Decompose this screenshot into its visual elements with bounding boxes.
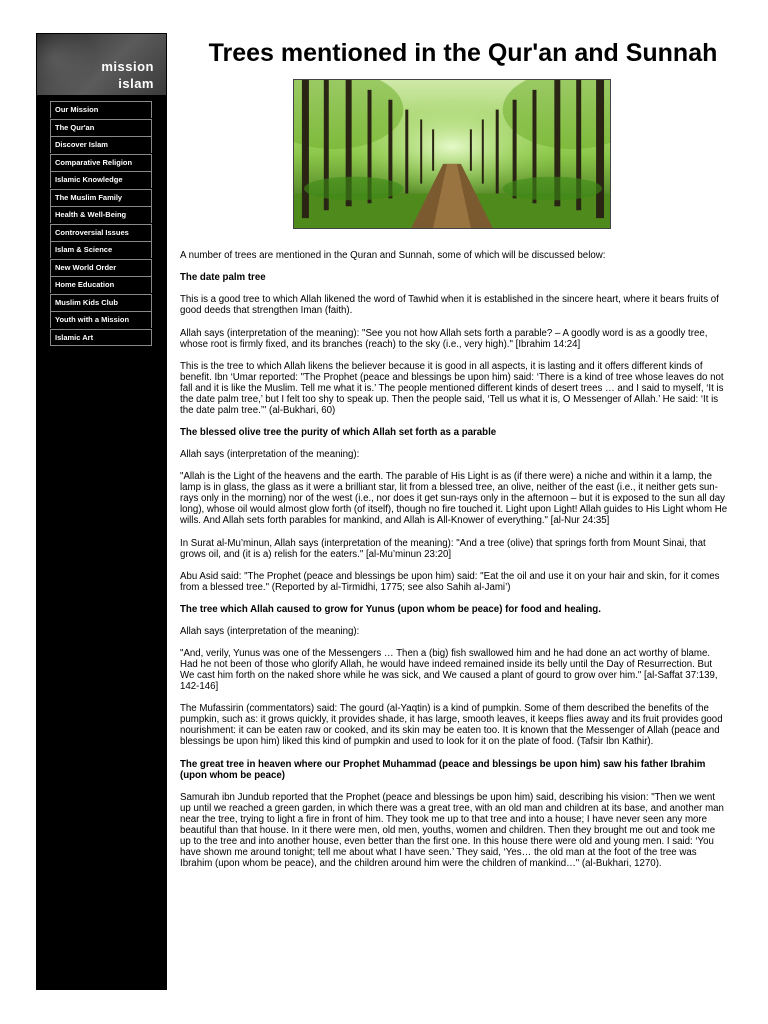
heading-date-palm: The date palm tree — [180, 272, 266, 284]
sidebar — [36, 33, 167, 990]
paragraph: This is a good tree to which Allah likened the word of Tawhid when it is established in the sincere heart, where it bears fruits of good deeds that strengthen Iman (faith). — [180, 294, 719, 317]
nav-item-new-world-order[interactable]: New World Order — [50, 259, 152, 276]
heading-great-tree-heaven: The great tree in heaven where our Prophet Muhammad (peace and blessings be upon him) saw his father Ibrahim (upon whom be peace) — [180, 758, 706, 781]
paragraph: "And, verily, Yunus was one of the Messengers … Then a (big) fish swallowed him and he had done an act worthy of blame. Had he not been of those who glorify Allah, he would have indeed remained inside its belly until the Day of Resurrection. But We cast him forth on the naked shore while he was sick, and We caused a plant of gourd to grow over him." [al-Saffat 37:139, 142-146] — [180, 648, 718, 693]
mission-islam-logo[interactable] — [37, 34, 166, 95]
paragraph: In Surat al-Mu’minun, Allah says (interpretation of the meaning): "And a tree (olive) that springs forth from Mount Sinai, that grows oil, and (it is a) relish for the eaters." [al-Mu’minun 23:20] — [180, 537, 706, 560]
article-body — [180, 250, 728, 869]
nav-item-islamic-knowledge[interactable]: Islamic Knowledge — [50, 171, 152, 188]
paragraph: "Allah is the Light of the heavens and the earth. The parable of His Light is as (if there were) a niche and within it a lamp, the lamp is in glass, the glass as it were a brilliant star, lit from a blessed tree, an olive, neither of the east (i.e., it neither gets sun-rays only in the morning) nor of the west (i.e., nor does it get sun-rays only in the afternoon – but it is exposed to the sun all day long), whose oil would almost glow forth (of itself), though no fire touched it. Light upon Light! Allah guides to His Light whom He wills. And Allah sets forth parables for mankind, and Allah is All-Knower of everything." [al-Nur 24:35] — [180, 471, 728, 527]
paragraph: The Mufassirin (commentators) said: The gourd (al-Yaqtin) is a kind of pumpkin. Some of them described the benefits of the pumpkin, such as: it grows quickly, it provides shade, it has large, smooth leaves, it keeps flies away and its fruit provides good nourishment: it can be eaten raw or cooked, and its skin may be eaten too. It is known that the Messenger of Allah (peace and blessings be upon him) liked this kind of pumpkin and used to look for it on the plate of food. (Tafsir Ibn Kathir). — [180, 703, 723, 748]
nav-item-youth-with-a-mission[interactable]: Youth with a Mission — [50, 311, 152, 328]
nav-item-health-well-being[interactable]: Health & Well-Being — [50, 206, 152, 223]
logo-shade — [37, 34, 97, 95]
paragraph: Abu Asid said: "The Prophet (peace and blessings be upon him) said: "Eat the oil and use it on your hair and skin, for it comes from a blessed tree." (Reported by al-Tirmidhi, 1775; see also Sahih al-Jami’) — [180, 570, 720, 593]
nav-item-controversial-issues[interactable]: Controversial Issues — [50, 224, 152, 241]
page-title: Trees mentioned in the Qur'an and Sunnah — [208, 39, 718, 67]
nav-item-our-mission[interactable]: Our Mission — [50, 101, 152, 118]
logo-line-2: islam — [118, 76, 154, 91]
nav-item-discover-islam[interactable]: Discover Islam — [50, 136, 152, 153]
main-content — [180, 38, 728, 880]
nav-item-home-education[interactable]: Home Education — [50, 276, 152, 293]
paragraph: Allah says (interpretation of the meaning): — [180, 449, 360, 461]
paragraph: This is the tree to which Allah likens the believer because it is good in all aspects, it is lasting and it offers different kinds of benefit. Ibn ‘Umar reported: "The Prophet (peace and blessings be upon him) said: ‘There is a kind of tree whose leaves do not fall and it is like the Muslim. Tell me what it is.’ The people mentioned different kinds of desert trees … and I said to myself, ‘It is the date palm tree,’ but I felt too shy to speak up. Then the people said, ‘Tell us what it is, O Messenger of Allah.’ He said: ‘It is the date palm tree.’" (al-Bukhari, 60) — [180, 360, 724, 416]
intro-paragraph: A number of trees are mentioned in the Quran and Sunnah, some of which will be discussed below: — [180, 250, 606, 261]
nav-item-comparative-religion[interactable]: Comparative Religion — [50, 154, 152, 171]
paragraph: Allah says (interpretation of the meaning): — [180, 626, 360, 638]
paragraph: Allah says (interpretation of the meaning): "See you not how Allah sets forth a parable? – A goodly word is as a goodly tree, whose root is firmly fixed, and its branches (reach) to the sky (i.e., very high)." [Ibrahim 14:24] — [180, 327, 708, 350]
sidebar-nav — [50, 101, 152, 346]
nav-item-muslim-kids-club[interactable]: Muslim Kids Club — [50, 294, 152, 311]
forest-path-image — [293, 79, 611, 229]
heading-yunus-tree: The tree which Allah caused to grow for Yunus (upon whom be peace) for food and healing. — [180, 603, 601, 615]
nav-item-islamic-art[interactable]: Islamic Art — [50, 329, 152, 346]
heading-olive-tree: The blessed olive tree the purity of which Allah set forth as a parable — [180, 426, 497, 438]
nav-item-muslim-family[interactable]: The Muslim Family — [50, 189, 152, 206]
nav-item-the-quran[interactable]: The Qur'an — [50, 119, 152, 136]
nav-item-islam-science[interactable]: Islam & Science — [50, 241, 152, 258]
logo-line-1: mission — [101, 59, 154, 74]
paragraph: Samurah ibn Jundub reported that the Prophet (peace and blessings be upon him) said, describing his vision: "Then we went up until we reached a green garden, in which there was a great tree, with an old man and children at its base, and another man near the tree, trying to light a fire in front of him. They took me up to that tree and into a house; I have never seen any more beautiful than that house. In it there were men, old men, youths, women and children. Then they brought me out and took me up to the tree and into another house, even better than the first one. In this house there were old and young men. I said: ‘You have shown me around tonight; tell me about what I have seen.’ They said, ‘Yes… the old man at the foot of the tree was Ibrahim (upon whom be peace), and the children around him were the children of mankind…" (al-Bukhari, 1270). — [180, 791, 724, 869]
